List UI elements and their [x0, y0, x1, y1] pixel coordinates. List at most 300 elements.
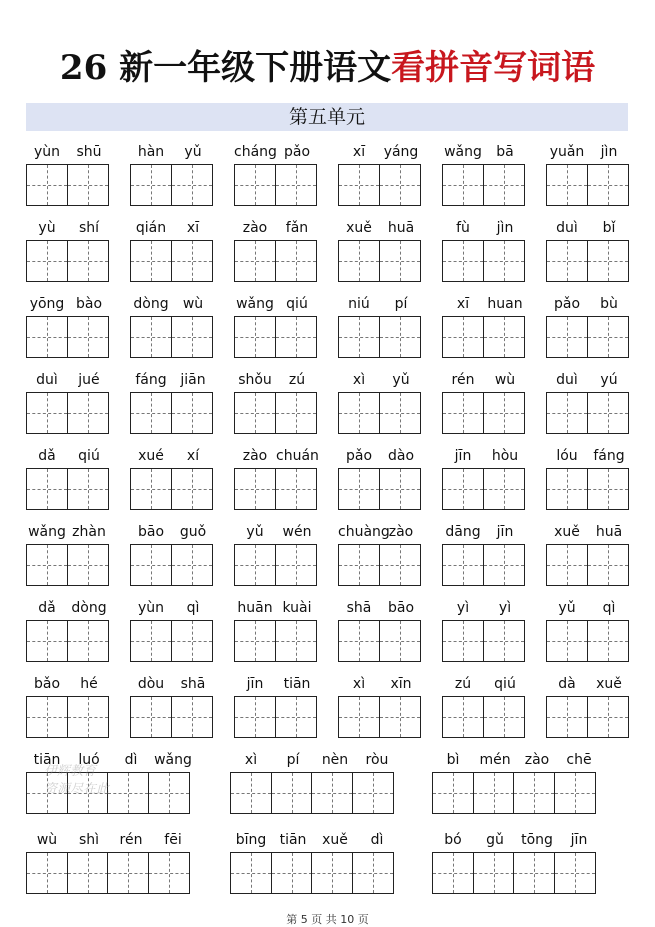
writing-box[interactable] [67, 696, 109, 738]
writing-box[interactable] [587, 620, 629, 662]
pinyin-syllable: wǎng [444, 144, 482, 160]
word-block [130, 218, 214, 282]
pinyin-syllable: jìn [496, 220, 514, 236]
word-block [234, 142, 318, 206]
writing-box[interactable] [473, 772, 515, 814]
pinyin-syllable: xí [186, 448, 200, 464]
pinyin-syllable: fǎn [285, 220, 309, 236]
writing-box[interactable] [442, 544, 484, 586]
writing-box[interactable] [26, 164, 68, 206]
word-block [442, 522, 526, 586]
pinyin-row [230, 830, 398, 850]
pinyin-syllable: rén [119, 832, 143, 848]
title-main: 26 新一年级下册语文 [59, 48, 392, 88]
writing-box[interactable] [442, 316, 484, 358]
word-block [26, 446, 110, 510]
pinyin-row [546, 598, 630, 618]
pinyin-syllable: huan [487, 296, 523, 312]
pinyin-syllable: dāng [445, 524, 481, 540]
writing-box[interactable] [546, 316, 588, 358]
pinyin-row [26, 522, 110, 542]
word-block [442, 674, 526, 738]
pinyin-syllable: xì [352, 676, 366, 692]
pinyin-syllable: zào [388, 524, 414, 540]
writing-box[interactable] [171, 544, 213, 586]
writing-box[interactable] [432, 852, 474, 894]
writing-box[interactable] [171, 696, 213, 738]
word-block [130, 446, 214, 510]
writing-box[interactable] [130, 392, 172, 434]
pinyin-row [442, 522, 526, 542]
pinyin-syllable: nèn [321, 752, 349, 768]
word-block [432, 830, 600, 894]
pinyin-syllable: duì [36, 372, 58, 388]
pinyin-row [546, 446, 630, 466]
word-block [130, 674, 214, 738]
pinyin-syllable: pǎo [283, 144, 311, 160]
pinyin-syllable: duì [556, 220, 578, 236]
pinyin-row [26, 142, 110, 162]
word-block [546, 598, 630, 662]
pinyin-syllable: yùn [33, 144, 61, 160]
word-block [230, 750, 398, 814]
writing-box[interactable] [275, 468, 317, 510]
pinyin-syllable: tiān [33, 752, 61, 768]
word-block [130, 142, 214, 206]
pinyin-row [338, 142, 422, 162]
writing-box[interactable] [275, 392, 317, 434]
pinyin-syllable: jìn [600, 144, 618, 160]
pinyin-row [432, 750, 600, 770]
word-block [442, 294, 526, 358]
pinyin-syllable: gǔ [486, 832, 504, 848]
pinyin-row [26, 294, 110, 314]
writing-box[interactable] [171, 620, 213, 662]
writing-box[interactable] [352, 772, 394, 814]
pinyin-syllable: xī [456, 296, 470, 312]
pinyin-syllable: bāo [387, 600, 415, 616]
pinyin-syllable: xuě [346, 220, 372, 236]
pinyin-syllable: bǎo [33, 676, 61, 692]
writing-box[interactable] [483, 696, 525, 738]
word-block [338, 674, 422, 738]
pinyin-syllable: mén [479, 752, 511, 768]
pinyin-syllable: zào [242, 448, 268, 464]
pinyin-syllable: yáng [383, 144, 419, 160]
writing-box[interactable] [275, 696, 317, 738]
pinyin-syllable: wù [182, 296, 204, 312]
word-block [442, 218, 526, 282]
writing-box[interactable] [171, 240, 213, 282]
word-block [130, 370, 214, 434]
pinyin-syllable: bì [446, 752, 460, 768]
writing-box[interactable] [234, 544, 276, 586]
pinyin-row [338, 674, 422, 694]
word-block [26, 674, 110, 738]
pinyin-row [130, 294, 214, 314]
pinyin-syllable: tōng [521, 832, 553, 848]
watermark-line: 伊辉教育 [44, 764, 97, 779]
pinyin-row [26, 218, 110, 238]
writing-box[interactable] [442, 392, 484, 434]
word-block [230, 830, 398, 894]
writing-box[interactable] [67, 544, 109, 586]
pinyin-syllable: wǎng [28, 524, 66, 540]
word-block [234, 522, 318, 586]
pinyin-row [442, 446, 526, 466]
writing-box[interactable] [587, 240, 629, 282]
pinyin-syllable: zào [524, 752, 550, 768]
pinyin-row [234, 142, 318, 162]
writing-box[interactable] [483, 620, 525, 662]
pinyin-row [432, 830, 600, 850]
writing-box[interactable] [442, 164, 484, 206]
pinyin-row [130, 142, 214, 162]
pinyin-row [130, 446, 214, 466]
pinyin-syllable: fēi [164, 832, 182, 848]
writing-box[interactable] [130, 468, 172, 510]
pinyin-row [546, 674, 630, 694]
pinyin-row [338, 598, 422, 618]
pinyin-syllable: yǔ [246, 524, 264, 540]
writing-box[interactable] [67, 468, 109, 510]
writing-box[interactable] [230, 772, 272, 814]
word-block [234, 674, 318, 738]
writing-box[interactable] [587, 392, 629, 434]
word-block [26, 218, 110, 282]
pinyin-syllable: zhàn [72, 524, 106, 540]
writing-box[interactable] [379, 240, 421, 282]
writing-box[interactable] [379, 392, 421, 434]
writing-box[interactable] [379, 696, 421, 738]
word-block [546, 218, 630, 282]
pinyin-syllable: yì [456, 600, 470, 616]
pinyin-syllable: dòu [137, 676, 165, 692]
writing-box[interactable] [234, 164, 276, 206]
pinyin-syllable: jué [78, 372, 100, 388]
writing-box[interactable] [546, 392, 588, 434]
writing-box[interactable] [275, 240, 317, 282]
word-block [234, 218, 318, 282]
unit-banner: 第五单元 [26, 103, 628, 131]
word-block [26, 370, 110, 434]
pinyin-syllable: wén [282, 524, 312, 540]
pinyin-syllable: duì [556, 372, 578, 388]
writing-box[interactable] [587, 544, 629, 586]
pinyin-syllable: ròu [365, 752, 389, 768]
pinyin-syllable: xī [352, 144, 366, 160]
writing-box[interactable] [67, 316, 109, 358]
word-block [338, 218, 422, 282]
pinyin-row [546, 370, 630, 390]
writing-box[interactable] [26, 316, 68, 358]
word-block [546, 446, 630, 510]
word-block [546, 142, 630, 206]
pinyin-row [338, 218, 422, 238]
word-block [442, 598, 526, 662]
pinyin-syllable: shì [78, 832, 100, 848]
writing-box[interactable] [587, 696, 629, 738]
writing-box[interactable] [546, 164, 588, 206]
pinyin-syllable: hòu [491, 448, 519, 464]
pinyin-syllable: shí [78, 220, 100, 236]
writing-box[interactable] [587, 164, 629, 206]
pinyin-syllable: shā [180, 676, 206, 692]
page-footer: 第 5 页 共 10 页 [286, 913, 369, 926]
word-block [338, 598, 422, 662]
word-block [442, 370, 526, 434]
pinyin-syllable: pǎo [553, 296, 581, 312]
pinyin-syllable: bó [444, 832, 462, 848]
writing-box[interactable] [338, 696, 380, 738]
pinyin-row [234, 522, 318, 542]
pinyin-syllable: bīng [235, 832, 267, 848]
writing-box[interactable] [275, 544, 317, 586]
writing-box[interactable] [171, 468, 213, 510]
pinyin-row [338, 522, 422, 542]
word-block [338, 446, 422, 510]
writing-box[interactable] [130, 240, 172, 282]
pinyin-row [442, 294, 526, 314]
writing-box[interactable] [275, 164, 317, 206]
pinyin-syllable: bā [496, 144, 514, 160]
writing-box[interactable] [107, 852, 149, 894]
writing-box[interactable] [546, 240, 588, 282]
pinyin-syllable: dì [124, 752, 138, 768]
writing-box[interactable] [554, 852, 596, 894]
writing-box[interactable] [513, 852, 555, 894]
pinyin-syllable: yù [38, 220, 56, 236]
title-highlight: 看拼音写词语 [391, 48, 596, 88]
pinyin-syllable: xīn [390, 676, 412, 692]
pinyin-syllable: wù [494, 372, 516, 388]
writing-box[interactable] [483, 544, 525, 586]
writing-box[interactable] [26, 852, 68, 894]
word-block [130, 522, 214, 586]
writing-box[interactable] [442, 620, 484, 662]
writing-box[interactable] [234, 696, 276, 738]
pinyin-syllable: xì [352, 372, 366, 388]
pinyin-syllable: pí [394, 296, 408, 312]
pinyin-syllable: dǎ [38, 448, 56, 464]
writing-box[interactable] [546, 696, 588, 738]
pinyin-row [442, 370, 526, 390]
writing-box[interactable] [338, 544, 380, 586]
pinyin-syllable: yì [498, 600, 512, 616]
writing-box[interactable] [442, 468, 484, 510]
writing-box[interactable] [442, 696, 484, 738]
pinyin-syllable: shǒu [238, 372, 272, 388]
pinyin-syllable: yǔ [558, 600, 576, 616]
pinyin-syllable: chuàng [338, 524, 390, 540]
writing-box[interactable] [338, 240, 380, 282]
pinyin-row [26, 598, 110, 618]
writing-box[interactable] [546, 468, 588, 510]
writing-box[interactable] [67, 164, 109, 206]
pinyin-syllable: zú [454, 676, 472, 692]
writing-box[interactable] [554, 772, 596, 814]
pinyin-syllable: bù [600, 296, 618, 312]
writing-box[interactable] [352, 852, 394, 894]
pinyin-syllable: hàn [137, 144, 165, 160]
writing-box[interactable] [130, 316, 172, 358]
writing-box[interactable] [171, 392, 213, 434]
writing-box[interactable] [67, 392, 109, 434]
writing-box[interactable] [130, 696, 172, 738]
writing-box[interactable] [130, 544, 172, 586]
writing-box[interactable] [483, 392, 525, 434]
writing-box[interactable] [546, 544, 588, 586]
writing-box[interactable] [483, 240, 525, 282]
word-block [26, 830, 194, 894]
writing-box[interactable] [311, 852, 353, 894]
word-block [338, 294, 422, 358]
writing-box[interactable] [234, 392, 276, 434]
writing-box[interactable] [67, 852, 109, 894]
writing-box[interactable] [483, 468, 525, 510]
pinyin-syllable: qián [135, 220, 167, 236]
pinyin-row [234, 370, 318, 390]
pinyin-syllable: bǐ [602, 220, 616, 236]
pinyin-syllable: huā [595, 524, 623, 540]
writing-box[interactable] [234, 316, 276, 358]
pinyin-syllable: jiān [180, 372, 206, 388]
writing-box[interactable] [379, 164, 421, 206]
word-block [130, 598, 214, 662]
writing-box[interactable] [171, 316, 213, 358]
writing-box[interactable] [546, 620, 588, 662]
pinyin-row [234, 218, 318, 238]
writing-box[interactable] [587, 468, 629, 510]
word-block [234, 294, 318, 358]
pinyin-syllable: luó [78, 752, 100, 768]
word-block [338, 370, 422, 434]
word-block [26, 294, 110, 358]
word-block [234, 598, 318, 662]
pinyin-row [546, 522, 630, 542]
pinyin-syllable: dòng [133, 296, 169, 312]
word-block [26, 142, 110, 206]
pinyin-syllable: xuě [322, 832, 348, 848]
writing-box[interactable] [26, 620, 68, 662]
writing-box[interactable] [338, 468, 380, 510]
writing-box[interactable] [379, 620, 421, 662]
word-block [338, 522, 422, 586]
pinyin-syllable: lóu [556, 448, 578, 464]
word-block [546, 370, 630, 434]
pinyin-row [234, 674, 318, 694]
pinyin-row [130, 522, 214, 542]
pinyin-row [234, 294, 318, 314]
pinyin-row [130, 674, 214, 694]
pinyin-syllable: wù [36, 832, 58, 848]
pinyin-syllable: hé [80, 676, 98, 692]
writing-box[interactable] [234, 620, 276, 662]
writing-box[interactable] [275, 316, 317, 358]
pinyin-syllable: wǎng [154, 752, 192, 768]
pinyin-syllable: dòng [71, 600, 107, 616]
word-block [442, 446, 526, 510]
writing-box[interactable] [338, 392, 380, 434]
writing-box[interactable] [271, 852, 313, 894]
pinyin-syllable: xuě [596, 676, 622, 692]
writing-box[interactable] [171, 164, 213, 206]
writing-box[interactable] [432, 772, 474, 814]
writing-box[interactable] [379, 544, 421, 586]
writing-box[interactable] [442, 240, 484, 282]
writing-box[interactable] [513, 772, 555, 814]
pinyin-row [546, 142, 630, 162]
writing-box[interactable] [26, 696, 68, 738]
word-block [442, 142, 526, 206]
writing-box[interactable] [338, 316, 380, 358]
pinyin-syllable: xué [138, 448, 164, 464]
writing-box[interactable] [130, 620, 172, 662]
word-block [234, 370, 318, 434]
writing-box[interactable] [338, 620, 380, 662]
pinyin-syllable: jīn [454, 448, 472, 464]
writing-box[interactable] [148, 852, 190, 894]
writing-box[interactable] [230, 852, 272, 894]
pinyin-syllable: guǒ [179, 524, 207, 540]
word-block [26, 598, 110, 662]
writing-box[interactable] [338, 164, 380, 206]
pinyin-row [130, 370, 214, 390]
word-block [432, 750, 600, 814]
writing-box[interactable] [26, 240, 68, 282]
writing-box[interactable] [67, 620, 109, 662]
pinyin-syllable: qiú [494, 676, 516, 692]
pinyin-syllable: wǎng [236, 296, 274, 312]
pinyin-row [442, 142, 526, 162]
pinyin-syllable: xuě [554, 524, 580, 540]
pinyin-row [130, 218, 214, 238]
pinyin-syllable: qì [186, 600, 200, 616]
writing-box[interactable] [130, 164, 172, 206]
writing-box[interactable] [473, 852, 515, 894]
writing-box[interactable] [234, 468, 276, 510]
word-block [546, 294, 630, 358]
writing-box[interactable] [271, 772, 313, 814]
writing-box[interactable] [483, 316, 525, 358]
writing-box[interactable] [587, 316, 629, 358]
word-block [546, 522, 630, 586]
writing-box[interactable] [311, 772, 353, 814]
pinyin-syllable: yú [600, 372, 618, 388]
pinyin-row [338, 370, 422, 390]
writing-box[interactable] [26, 544, 68, 586]
pinyin-syllable: zú [288, 372, 306, 388]
writing-box[interactable] [26, 392, 68, 434]
writing-box[interactable] [379, 468, 421, 510]
writing-box[interactable] [483, 164, 525, 206]
pinyin-syllable: chē [566, 752, 592, 768]
word-block [130, 294, 214, 358]
pinyin-syllable: bāo [137, 524, 165, 540]
writing-box[interactable] [379, 316, 421, 358]
pinyin-syllable: shā [346, 600, 372, 616]
writing-box[interactable] [275, 620, 317, 662]
pinyin-syllable: xì [244, 752, 258, 768]
pinyin-syllable: chuán [276, 448, 319, 464]
pinyin-syllable: xī [186, 220, 200, 236]
pinyin-syllable: kuài [282, 600, 312, 616]
pinyin-row [442, 598, 526, 618]
writing-box[interactable] [67, 240, 109, 282]
writing-box[interactable] [234, 240, 276, 282]
pinyin-syllable: huān [237, 600, 273, 616]
writing-box[interactable] [26, 468, 68, 510]
